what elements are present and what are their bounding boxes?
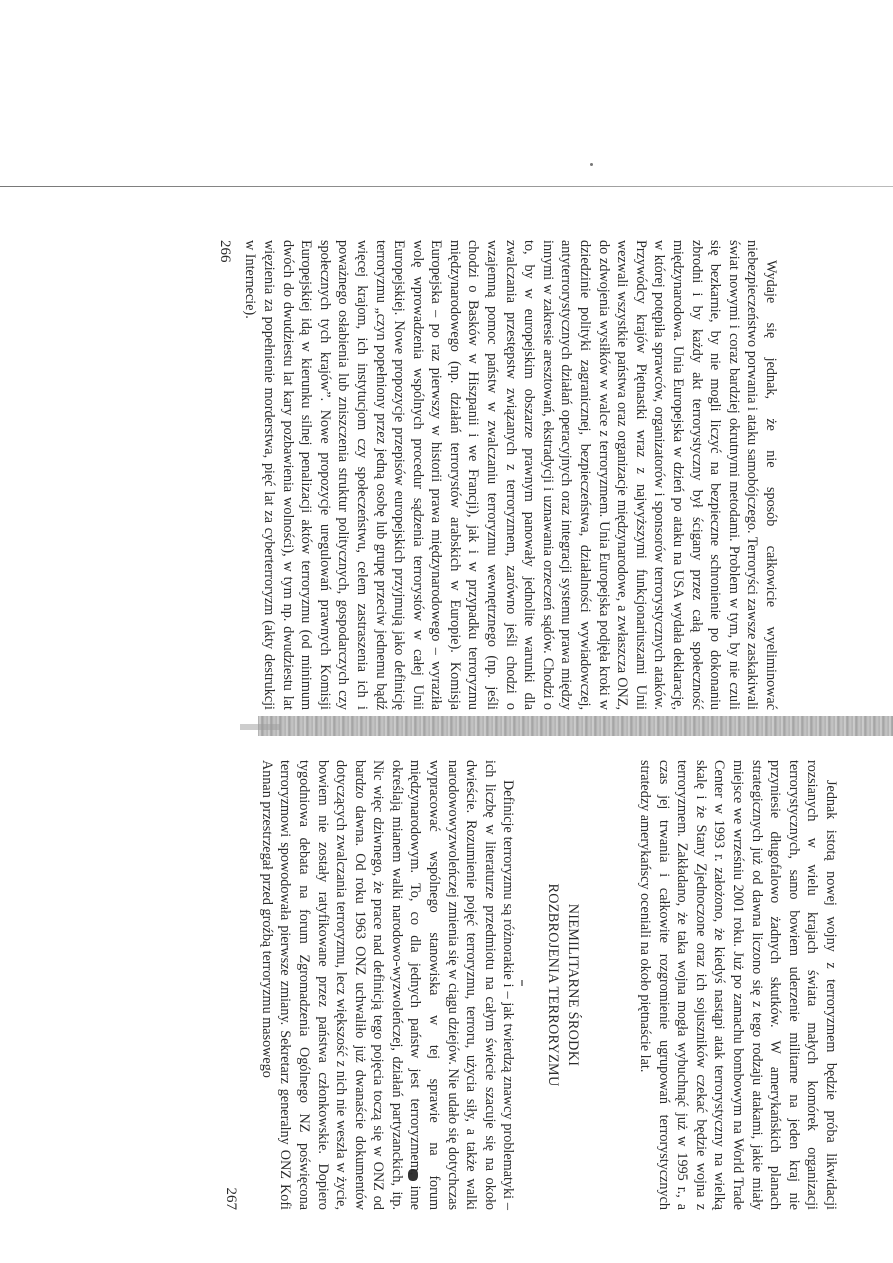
body-paragraph: Definicje terroryzmu są różnorakie i – jak twierdzą znawcy problematyki – ich liczbę w literaturze przedmiotu na całym świecie szacuje się na około dwieście. Rozumienie pojęć terroryzmu, terroru, użycia siły, a także walki narodowowyzwoleńczej zmienia się w ciągu dziejów. Nie udało się dotychczas wypracować wspólnego stanowiska w tej sprawie na forum międzynarodowym. To, co dla jednych państw jest terroryzmem, inne określają mianem walki narodowo-wyzwoleńczej, działań partyzanckich, itp. Nic więc dziwnego, że prace nad definicją tego pojęcia toczą się w ONZ od bardzo dawna. Od roku 1963 ONZ uchwaliło już dwanaście dokumentów dotyczących zwalczania terroryzmu, lecz większość z nich nie weszła w życie, bowiem nie zostały ratyfikowane przez państwa członkowskie. Dopiero tygodniowa debata na forum Zgromadzenia Ogólnego NZ poświęcona terroryzmowi spowodowała pierwsze zmiany. Sekretarz generalny ONZ Kofi Annan przestrzegał przed groźbą terroryzmu masowego [258, 760, 517, 1210]
gutter-shadow [240, 724, 280, 730]
body-paragraph: Wydaje się jednak, że nie sposób całkowicie wyeliminować niebezpieczeństwo porwania i ataku samobójczego. Terroryści zawsze zaskakiwali świat nowymi i coraz bardziej okrutnymi metodami. Problem w tym, by nie czuli się bezkarnie, by nie mogli liczyć na bezpieczne schronienie po dokonaniu zbrodni i by każdy akt terrorystyczny był ścigany przez całą społeczność międzynarodowa. Unia Europejska w dzień po ataku na USA wydała deklarację, w której potępiła sprawców, organizatorów i sponsorów terrorystycznych ataków. Przywódcy krajów Piętnastki wraz z najwyższymi funkcjonariuszami Unii wezwali wszystkie państwa oraz organizacje międzynarodowe, a zwłaszcza ONZ, do zdwojenia wysiłków w walce z terroryzmem. Unia Europejska podjęła kroki w dziedzinie polityki zagranicznej, bezpieczeństwa, działalności wywiadowczej, antyterrorystycznych działań operacyjnych oraz integracji systemu prawa między innymi w zakresie aresztowań, ekstradycji i uznawania orzeczeń sądów. Chodzi o to, by w europejskim obszarze prawnym panowały jednolite warunki dla zwalczania przestępstw związanych z terroryzmem, zarówno jeśli chodzi o wzajemną pomoc państw w zwalczaniu terroryzmu wewnętrznego (np. jeśli chodzi o Basków w Hiszpanii i we Francji), jak i w przypadku terroryzmu międzynarodowego (np. działań terrorystów arabskich w Europie). Komisja Europejska – po raz pierwszy w historii prawa międzynarodowego – wyraziła wolę wprowadzenia wspólnych procedur sądzenia terrorystów w całej Unii Europejskiej. Nowe propozycje przepisów europejskich przyjmują jako definicję terroryzmu „czyn popełniony przez jedną osobę lub grupę przeciw jednemu bądź więcej krajom, ich instytucjom czy społeczeństwu, celem zastraszenia ich i poważnego osłabienia lub zniszczenia struktur politycznych, gospodarczych czy społecznych tych krajów”. Nowe propozycje uregulowań prawnych Komisji Europejskiej idą w kierunku silnej penalizacji aktów terroryzmu (od minimum dwóch do dwudziestu lat kary pozbawienia wolności), w tym np. dwudziestu lat więzienia za popełnienie morderstwa, pięć lat za cyberterroryzm (akty destrukcji w Internecie). [242, 240, 779, 710]
page-top-edge [0, 186, 893, 187]
page-number: 266 [216, 240, 233, 263]
section-heading-line-2: ROZBROJENIA TERRORYZMU [545, 883, 562, 1087]
left-book-page [80, 240, 780, 710]
body-paragraph: Jednak istotą nowej wojny z terroryzmem będzie próba likwidacji rozsianych w wielu krajach świata małych komórek organizacji terrorystycznych, samo bowiem uderzenie militarne na jeden kraj nie przyniesie długofalowo żadnych skutków. W amerykańskich planach strategicznych już od dawna liczono się z tego rodzaju atakami, jakie miały miejsce we wrześniu 2001 roku. Już po zamachu bombowym na World Trade Center w 1993 r. założono, że kiedyś nastąpi atak terrorystyczny na wielką skalę i że Stany Zjednoczone oraz ich sojuszników czekać będzie wojna z terroryzmem. Zakładano, że taka wojna mogła wybuchnąć już w 1995 r., a czas jej trwania i całkowite rozgromienie ugrupowań terrorystycznych stratedzy amerykańscy oceniali na około piętnaście lat. [637, 760, 839, 1210]
section-heading-line-1: NIEMILITARNE ŚRODKI [565, 903, 582, 1067]
scan-speck [590, 163, 593, 166]
section-heading [543, 760, 583, 1210]
page-number: 267 [223, 1187, 240, 1210]
book-binding-gutter [258, 716, 893, 736]
right-book-page [80, 760, 840, 1210]
